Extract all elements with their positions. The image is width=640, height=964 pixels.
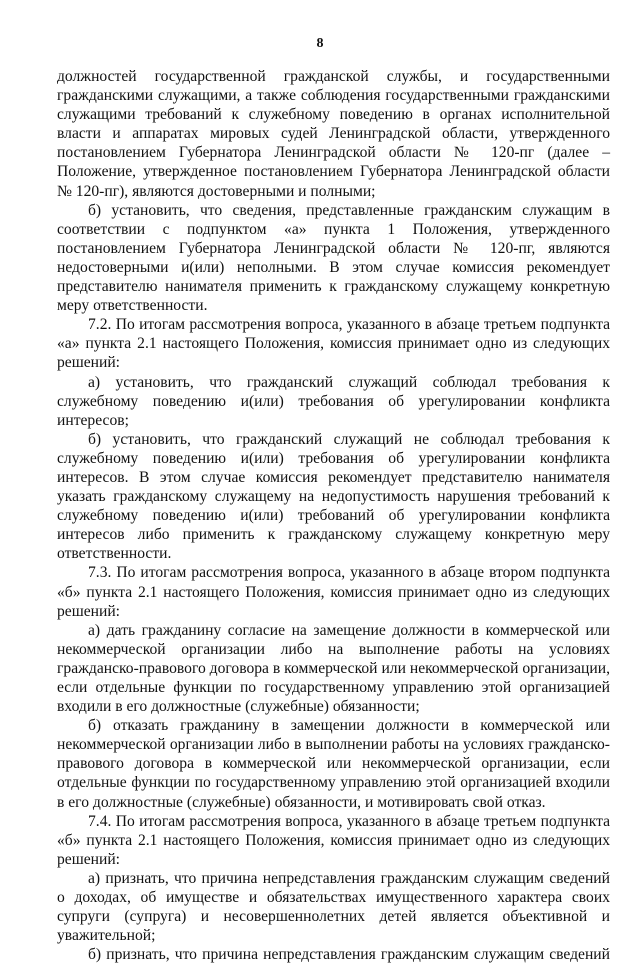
- paragraph-7-3: 7.3. По итогам рассмотрения вопроса, указанного в абзаце втором подпункта «б» пункта 2.1 настоящего Положения, комиссия принимает одно из следующих решений:: [57, 564, 610, 620]
- paragraph-continuation: должностей государственной гражданской службы, и государственными гражданскими служащими, а также соблюдения государственными гражданскими служащими требований к служебному поведению в органах исполнительной власти и аппаратах мировых судей Ленинградской области, утвержденного постановлением Губернатора Ленинградской области № 120-пг (далее – Положение, утвержденное постановлением Губернатора Ленинградской области № 120-пг), являются достоверными и полными;: [57, 68, 610, 200]
- paragraph-7-4-b: б) признать, что причина непредставления гражданским служащим сведений: [88, 946, 610, 964]
- paragraph-7-2-a: а) установить, что гражданский служащий соблюдал требования к служебному поведению и(или) требования об урегулировании конфликта интересов;: [57, 373, 610, 429]
- paragraph-7-3-b: б) отказать гражданину в замещении должности в коммерческой или некоммерческой организации либо в выполнении работы на условиях гражданско-правового договора в коммерческой или некоммерческой организации, если отдельные функции по государственному управлению этой организацией входили в его должностные (служебные) обязанности, и мотивировать свой отказ.: [57, 717, 610, 811]
- paragraph-7-1-b: б) установить, что сведения, представленные гражданским служащим в соответствии с подпунктом «а» пункта 1 Положения, утвержденного постановлением Губернатора Ленинградской области № 120-пг, являются недостоверными и(или) неполными. В этом случае комиссия рекомендует представителю нанимателя применить к гражданскому служащему конкретную меру ответственности.: [57, 201, 610, 315]
- paragraph-7-4: 7.4. По итогам рассмотрения вопроса, указанного в абзаце третьем подпункта «б» пункта 2.1 настоящего Положения, комиссия принимает одно из следующих решений:: [57, 812, 610, 868]
- document-body: [57, 67, 610, 964]
- paragraph-7-2-b: б) установить, что гражданский служащий не соблюдал требования к служебному поведению и(или) требования об урегулировании конфликта интересов. В этом случае комиссия рекомендует представителю нанимателя указать гражданскому служащему на недопустимость нарушения требований к служебному поведению и(или) требований об урегулировании конфликта интересов либо применить к гражданскому служащему конкретную меру ответственности.: [57, 430, 610, 563]
- paragraph-7-4-a: а) признать, что причина непредставления гражданским служащим сведений о доходах, об имуществе и обязательствах имущественного характера своих супруги (супруга) и несовершеннолетних детей является объективной и уважительной;: [57, 869, 610, 945]
- page-number: 8: [316, 36, 324, 51]
- paragraph-7-3-a: а) дать гражданину согласие на замещение должности в коммерческой или некоммерческой организации либо на выполнение работы на условиях гражданско-правового договора в коммерческой или некоммерческой организации, если отдельные функции по государственному управлению этой организацией входили в его должностные (служебные) обязанности;: [57, 621, 610, 716]
- paragraph-7-2: 7.2. По итогам рассмотрения вопроса, указанного в абзаце третьем подпункта «а» пункта 2.1 настоящего Положения, комиссия принимает одно из следующих решений:: [57, 316, 610, 372]
